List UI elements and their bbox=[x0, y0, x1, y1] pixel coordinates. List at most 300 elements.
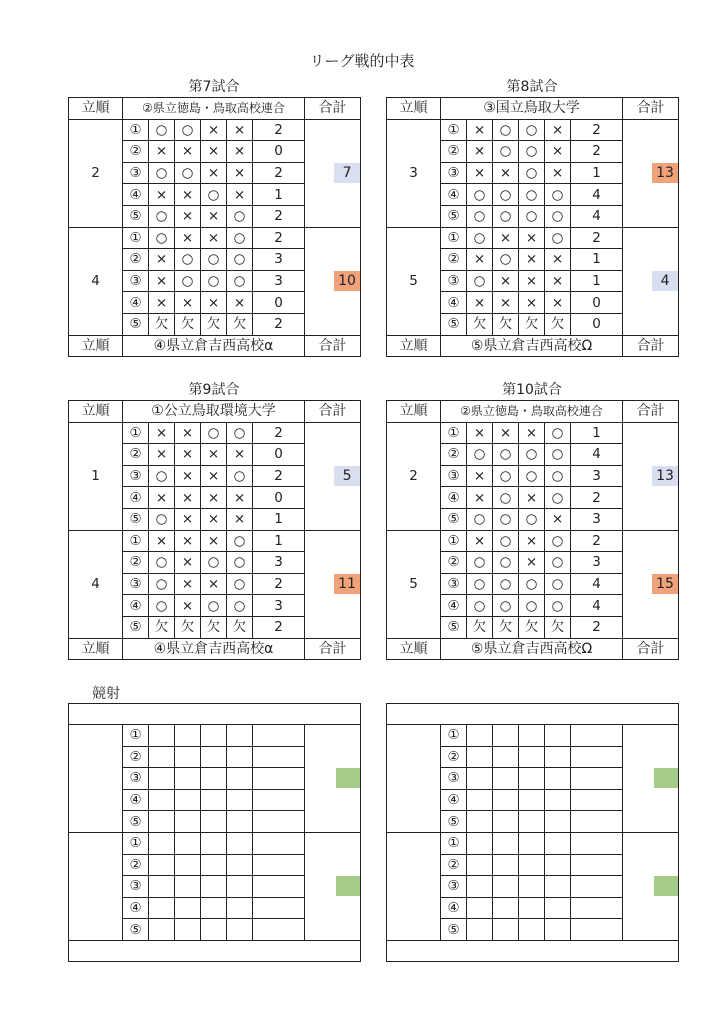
shot-mark: ○ bbox=[493, 141, 519, 163]
archer-number: ② bbox=[123, 444, 149, 466]
archer-number: ② bbox=[441, 854, 467, 876]
shot-mark: ○ bbox=[175, 270, 201, 292]
shot-mark: × bbox=[175, 573, 201, 595]
shot-mark bbox=[227, 746, 253, 768]
match-table bbox=[68, 97, 361, 357]
shot-mark: ○ bbox=[149, 595, 175, 617]
shot-mark bbox=[253, 746, 305, 768]
team-total-badge: 10 bbox=[334, 271, 360, 291]
table-row bbox=[387, 725, 679, 747]
shot-mark: × bbox=[149, 292, 175, 314]
hit-count: 4 bbox=[571, 444, 623, 466]
shot-mark: ○ bbox=[467, 205, 493, 227]
archer-number: ⑤ bbox=[123, 919, 149, 941]
shot-mark: ○ bbox=[519, 444, 545, 466]
shot-mark: × bbox=[201, 465, 227, 487]
shot-mark: × bbox=[175, 227, 201, 249]
hit-count: 4 bbox=[571, 595, 623, 617]
shot-mark: ○ bbox=[201, 552, 227, 574]
team-total-cell bbox=[305, 725, 361, 833]
shot-mark: × bbox=[175, 141, 201, 163]
shot-mark: × bbox=[149, 141, 175, 163]
shot-mark: × bbox=[519, 422, 545, 444]
match-title: 第10試合 bbox=[502, 382, 562, 398]
archer-number: ③ bbox=[123, 162, 149, 184]
shot-mark bbox=[149, 919, 175, 941]
shot-mark bbox=[571, 919, 623, 941]
table-row bbox=[69, 422, 361, 444]
shot-mark: × bbox=[175, 508, 201, 530]
match-table bbox=[68, 400, 361, 660]
shot-mark: × bbox=[227, 184, 253, 206]
hit-count: 3 bbox=[253, 552, 305, 574]
shot-mark: × bbox=[201, 227, 227, 249]
table-row bbox=[69, 725, 361, 747]
shot-mark: ○ bbox=[545, 422, 571, 444]
shot-mark bbox=[149, 897, 175, 919]
shot-mark: × bbox=[545, 141, 571, 163]
shot-mark bbox=[149, 854, 175, 876]
shot-mark bbox=[571, 876, 623, 898]
shot-mark: ○ bbox=[519, 162, 545, 184]
shot-mark: × bbox=[467, 530, 493, 552]
shot-mark bbox=[519, 811, 545, 833]
shot-mark: × bbox=[545, 162, 571, 184]
shot-mark bbox=[175, 897, 201, 919]
shot-mark: ○ bbox=[227, 227, 253, 249]
team-total-cell bbox=[623, 119, 679, 227]
shot-mark bbox=[201, 832, 227, 854]
shot-mark bbox=[545, 854, 571, 876]
team-total-badge: 15 bbox=[652, 574, 678, 594]
shot-mark: × bbox=[175, 465, 201, 487]
shot-mark: × bbox=[201, 292, 227, 314]
shot-mark: × bbox=[467, 292, 493, 314]
hit-count: 2 bbox=[571, 530, 623, 552]
rank-header: 立順 bbox=[387, 98, 441, 120]
hit-count: 4 bbox=[571, 205, 623, 227]
shot-mark: ○ bbox=[201, 249, 227, 271]
shot-mark: × bbox=[493, 227, 519, 249]
shot-mark: 欠 bbox=[519, 313, 545, 335]
shot-mark bbox=[519, 919, 545, 941]
shot-mark bbox=[227, 832, 253, 854]
shot-mark: × bbox=[519, 530, 545, 552]
shot-mark: × bbox=[519, 270, 545, 292]
shot-mark: ○ bbox=[227, 270, 253, 292]
shot-mark: × bbox=[467, 119, 493, 141]
shot-mark: ○ bbox=[519, 184, 545, 206]
shot-mark: ○ bbox=[227, 573, 253, 595]
shot-mark bbox=[201, 854, 227, 876]
shot-mark bbox=[571, 768, 623, 790]
hit-count: 3 bbox=[571, 465, 623, 487]
shot-mark bbox=[149, 876, 175, 898]
archer-number: ④ bbox=[123, 292, 149, 314]
shot-mark: ○ bbox=[493, 184, 519, 206]
header-blank-row bbox=[69, 704, 361, 725]
team-total-badge: 11 bbox=[334, 574, 360, 594]
shooting-order bbox=[387, 832, 441, 940]
shot-mark: × bbox=[201, 573, 227, 595]
shot-mark bbox=[149, 832, 175, 854]
shooting-order: 5 bbox=[387, 227, 441, 335]
shot-mark: ○ bbox=[493, 595, 519, 617]
shot-mark bbox=[253, 897, 305, 919]
archer-number: ④ bbox=[123, 897, 149, 919]
shot-mark bbox=[545, 897, 571, 919]
shot-mark bbox=[227, 768, 253, 790]
shot-mark: 欠 bbox=[175, 616, 201, 638]
shot-mark bbox=[467, 746, 493, 768]
total-highlight bbox=[654, 768, 678, 788]
shoot-off-table bbox=[386, 703, 679, 962]
shot-mark bbox=[493, 876, 519, 898]
total-header: 合計 bbox=[305, 335, 361, 357]
shot-mark: ○ bbox=[519, 205, 545, 227]
shot-mark: ○ bbox=[149, 119, 175, 141]
shot-mark: 欠 bbox=[149, 616, 175, 638]
total-highlight bbox=[336, 876, 360, 896]
total-header: 合計 bbox=[305, 401, 361, 423]
shot-mark: × bbox=[149, 270, 175, 292]
shot-mark: × bbox=[493, 162, 519, 184]
shot-mark: ○ bbox=[493, 444, 519, 466]
shot-mark: ○ bbox=[493, 205, 519, 227]
shot-mark: ○ bbox=[175, 249, 201, 271]
archer-number: ① bbox=[123, 725, 149, 747]
shot-mark: × bbox=[201, 508, 227, 530]
shot-mark: × bbox=[149, 422, 175, 444]
shot-mark: × bbox=[175, 422, 201, 444]
hit-count: 1 bbox=[571, 162, 623, 184]
shot-mark: × bbox=[227, 119, 253, 141]
match-table bbox=[386, 400, 679, 660]
top-team-name: ③国立鳥取大学 bbox=[441, 98, 623, 120]
shot-mark: ○ bbox=[545, 573, 571, 595]
archer-number: ① bbox=[123, 227, 149, 249]
table-row bbox=[69, 832, 361, 854]
shot-mark bbox=[571, 832, 623, 854]
shooting-order: 5 bbox=[387, 530, 441, 638]
shot-mark: × bbox=[175, 205, 201, 227]
hit-count: 0 bbox=[253, 487, 305, 509]
shot-mark: ○ bbox=[467, 444, 493, 466]
shot-mark bbox=[175, 811, 201, 833]
shot-mark bbox=[519, 746, 545, 768]
shot-mark: ○ bbox=[175, 119, 201, 141]
shot-mark: × bbox=[493, 270, 519, 292]
archer-number: ⑤ bbox=[441, 919, 467, 941]
hit-count: 4 bbox=[571, 573, 623, 595]
shot-mark bbox=[467, 854, 493, 876]
archer-number: ① bbox=[441, 227, 467, 249]
shot-mark: ○ bbox=[519, 141, 545, 163]
table-row bbox=[69, 530, 361, 552]
archer-number: ④ bbox=[123, 487, 149, 509]
team-total-badge: 13 bbox=[652, 466, 678, 486]
shot-mark bbox=[227, 854, 253, 876]
archer-number: ④ bbox=[441, 184, 467, 206]
shot-mark bbox=[175, 789, 201, 811]
team-total-badge: 5 bbox=[334, 466, 360, 486]
top-team-name: ②県立徳島・鳥取高校連合 bbox=[441, 401, 623, 423]
shot-mark bbox=[149, 789, 175, 811]
table-row bbox=[387, 119, 679, 141]
shot-mark: × bbox=[519, 227, 545, 249]
hit-count: 2 bbox=[253, 573, 305, 595]
shot-mark bbox=[545, 746, 571, 768]
shooting-order: 4 bbox=[69, 227, 123, 335]
shot-mark bbox=[201, 919, 227, 941]
shot-mark: ○ bbox=[545, 552, 571, 574]
shot-mark: 欠 bbox=[201, 313, 227, 335]
shot-mark: × bbox=[227, 444, 253, 466]
shot-mark: ○ bbox=[493, 552, 519, 574]
hit-count: 2 bbox=[253, 465, 305, 487]
page-title: リーグ戦的中表 bbox=[309, 52, 415, 70]
hit-count: 1 bbox=[571, 422, 623, 444]
shot-mark: × bbox=[175, 444, 201, 466]
hit-count: 0 bbox=[253, 292, 305, 314]
table-row bbox=[69, 119, 361, 141]
hit-count: 1 bbox=[571, 249, 623, 271]
shot-mark bbox=[253, 725, 305, 747]
shot-mark: ○ bbox=[149, 573, 175, 595]
shot-mark: ○ bbox=[201, 595, 227, 617]
hit-count: 2 bbox=[571, 487, 623, 509]
archer-number: ② bbox=[441, 444, 467, 466]
shot-mark bbox=[571, 897, 623, 919]
footer-blank-row bbox=[69, 940, 361, 961]
shot-mark: × bbox=[545, 270, 571, 292]
archer-number: ③ bbox=[123, 876, 149, 898]
total-header: 合計 bbox=[623, 401, 679, 423]
shot-mark: 欠 bbox=[227, 313, 253, 335]
shot-mark: × bbox=[519, 249, 545, 271]
shot-mark: ○ bbox=[519, 595, 545, 617]
shot-mark: × bbox=[149, 530, 175, 552]
shot-mark bbox=[519, 897, 545, 919]
shot-mark: 欠 bbox=[175, 313, 201, 335]
team-total-cell bbox=[623, 530, 679, 638]
shot-mark: 欠 bbox=[467, 313, 493, 335]
hit-count: 2 bbox=[253, 205, 305, 227]
top-team-name: ①公立鳥取環境大学 bbox=[123, 401, 305, 423]
rank-header: 立順 bbox=[387, 401, 441, 423]
shot-mark bbox=[201, 789, 227, 811]
shot-mark bbox=[467, 789, 493, 811]
shot-mark bbox=[253, 811, 305, 833]
shot-mark: × bbox=[519, 292, 545, 314]
shot-mark bbox=[571, 789, 623, 811]
top-team-name: ②県立徳島・鳥取高校連合 bbox=[123, 98, 305, 120]
shooting-order: 3 bbox=[387, 119, 441, 227]
shot-mark: ○ bbox=[493, 487, 519, 509]
shot-mark: ○ bbox=[175, 162, 201, 184]
archer-number: ④ bbox=[441, 897, 467, 919]
shot-mark bbox=[545, 876, 571, 898]
archer-number: ③ bbox=[441, 270, 467, 292]
archer-number: ① bbox=[441, 725, 467, 747]
shot-mark: ○ bbox=[227, 465, 253, 487]
shot-mark: 欠 bbox=[149, 313, 175, 335]
match-title: 第8試合 bbox=[506, 79, 558, 95]
bottom-team-name: ⑤県立倉吉西高校Ω bbox=[441, 638, 623, 660]
shot-mark bbox=[227, 919, 253, 941]
archer-number: ④ bbox=[123, 184, 149, 206]
archer-number: ② bbox=[123, 552, 149, 574]
archer-number: ③ bbox=[441, 162, 467, 184]
shot-mark: ○ bbox=[493, 119, 519, 141]
team-total-cell bbox=[305, 422, 361, 530]
shot-mark: ○ bbox=[545, 530, 571, 552]
hit-count: 2 bbox=[571, 227, 623, 249]
rank-header: 立順 bbox=[69, 98, 123, 120]
shooting-order bbox=[69, 832, 123, 940]
hit-count: 1 bbox=[253, 530, 305, 552]
hit-count: 2 bbox=[253, 422, 305, 444]
archer-number: ③ bbox=[441, 465, 467, 487]
archer-number: ① bbox=[441, 530, 467, 552]
shot-mark: × bbox=[201, 119, 227, 141]
archer-number: ⑤ bbox=[123, 616, 149, 638]
shot-mark: × bbox=[227, 162, 253, 184]
shot-mark: × bbox=[519, 487, 545, 509]
total-highlight bbox=[336, 768, 360, 788]
team-total-cell bbox=[623, 227, 679, 335]
shot-mark bbox=[175, 725, 201, 747]
shot-mark: ○ bbox=[149, 552, 175, 574]
shot-mark: 欠 bbox=[493, 616, 519, 638]
shot-mark bbox=[571, 746, 623, 768]
shot-mark bbox=[201, 897, 227, 919]
archer-number: ③ bbox=[441, 573, 467, 595]
archer-number: ② bbox=[123, 746, 149, 768]
hit-count: 0 bbox=[571, 292, 623, 314]
shot-mark bbox=[149, 746, 175, 768]
shot-mark: ○ bbox=[545, 465, 571, 487]
shot-mark bbox=[571, 811, 623, 833]
shot-mark: ○ bbox=[227, 530, 253, 552]
shot-mark bbox=[571, 725, 623, 747]
match-title: 第7試合 bbox=[188, 79, 240, 95]
total-header: 合計 bbox=[305, 638, 361, 660]
shot-mark bbox=[175, 832, 201, 854]
hit-count: 3 bbox=[253, 595, 305, 617]
shot-mark: ○ bbox=[201, 422, 227, 444]
archer-number: ⑤ bbox=[441, 616, 467, 638]
table-row bbox=[387, 422, 679, 444]
archer-number: ① bbox=[123, 530, 149, 552]
team-total-cell bbox=[623, 832, 679, 940]
shot-mark: ○ bbox=[149, 227, 175, 249]
shot-mark: ○ bbox=[227, 422, 253, 444]
shot-mark bbox=[545, 789, 571, 811]
shooting-order: 2 bbox=[69, 119, 123, 227]
archer-number: ④ bbox=[123, 789, 149, 811]
shot-mark: ○ bbox=[545, 227, 571, 249]
hit-count: 2 bbox=[253, 616, 305, 638]
shot-mark: ○ bbox=[467, 184, 493, 206]
shot-mark: × bbox=[201, 141, 227, 163]
archer-number: ⑤ bbox=[441, 508, 467, 530]
shot-mark bbox=[227, 811, 253, 833]
archer-number: ② bbox=[123, 249, 149, 271]
hit-count: 2 bbox=[253, 313, 305, 335]
shot-mark: ○ bbox=[201, 184, 227, 206]
hit-count: 3 bbox=[253, 270, 305, 292]
total-header: 合計 bbox=[623, 335, 679, 357]
shot-mark: 欠 bbox=[201, 616, 227, 638]
hit-count: 0 bbox=[253, 444, 305, 466]
archer-number: ⑤ bbox=[123, 811, 149, 833]
shot-mark bbox=[493, 768, 519, 790]
shot-mark bbox=[149, 725, 175, 747]
shot-mark: × bbox=[545, 508, 571, 530]
table-row bbox=[387, 530, 679, 552]
shot-mark: ○ bbox=[545, 205, 571, 227]
shot-mark: × bbox=[467, 249, 493, 271]
shot-mark: ○ bbox=[467, 552, 493, 574]
shot-mark: 欠 bbox=[519, 616, 545, 638]
shot-mark bbox=[493, 854, 519, 876]
hit-count: 3 bbox=[571, 508, 623, 530]
archer-number: ④ bbox=[441, 292, 467, 314]
total-header: 合計 bbox=[305, 98, 361, 120]
shot-mark: ○ bbox=[467, 573, 493, 595]
archer-number: ④ bbox=[441, 595, 467, 617]
team-total-cell bbox=[305, 119, 361, 227]
shooting-order bbox=[69, 725, 123, 833]
shot-mark: × bbox=[493, 422, 519, 444]
hit-count: 1 bbox=[253, 508, 305, 530]
shot-mark: 欠 bbox=[493, 313, 519, 335]
shot-mark bbox=[493, 789, 519, 811]
shot-mark: ○ bbox=[545, 487, 571, 509]
shot-mark: × bbox=[227, 141, 253, 163]
shot-mark: × bbox=[175, 184, 201, 206]
shot-mark: × bbox=[467, 465, 493, 487]
archer-number: ① bbox=[123, 422, 149, 444]
hit-count: 2 bbox=[253, 162, 305, 184]
shot-mark: ○ bbox=[545, 595, 571, 617]
rank-header: 立順 bbox=[69, 638, 123, 660]
bottom-team-name: ⑤県立倉吉西高校Ω bbox=[441, 335, 623, 357]
hit-count: 1 bbox=[571, 270, 623, 292]
hit-count: 2 bbox=[571, 616, 623, 638]
shot-mark bbox=[519, 876, 545, 898]
team-total-cell bbox=[305, 530, 361, 638]
shot-mark: × bbox=[201, 205, 227, 227]
shot-mark bbox=[519, 768, 545, 790]
shot-mark bbox=[493, 746, 519, 768]
table-row bbox=[387, 832, 679, 854]
archer-number: ③ bbox=[123, 465, 149, 487]
shot-mark bbox=[545, 768, 571, 790]
team-total-cell bbox=[305, 832, 361, 940]
shot-mark: × bbox=[545, 249, 571, 271]
shot-mark bbox=[175, 876, 201, 898]
shot-mark: ○ bbox=[493, 573, 519, 595]
archer-number: ③ bbox=[123, 768, 149, 790]
shot-mark: × bbox=[201, 444, 227, 466]
shot-mark bbox=[545, 811, 571, 833]
shot-mark: ○ bbox=[519, 119, 545, 141]
shot-mark bbox=[467, 876, 493, 898]
shot-mark: × bbox=[201, 162, 227, 184]
shot-mark: × bbox=[493, 292, 519, 314]
